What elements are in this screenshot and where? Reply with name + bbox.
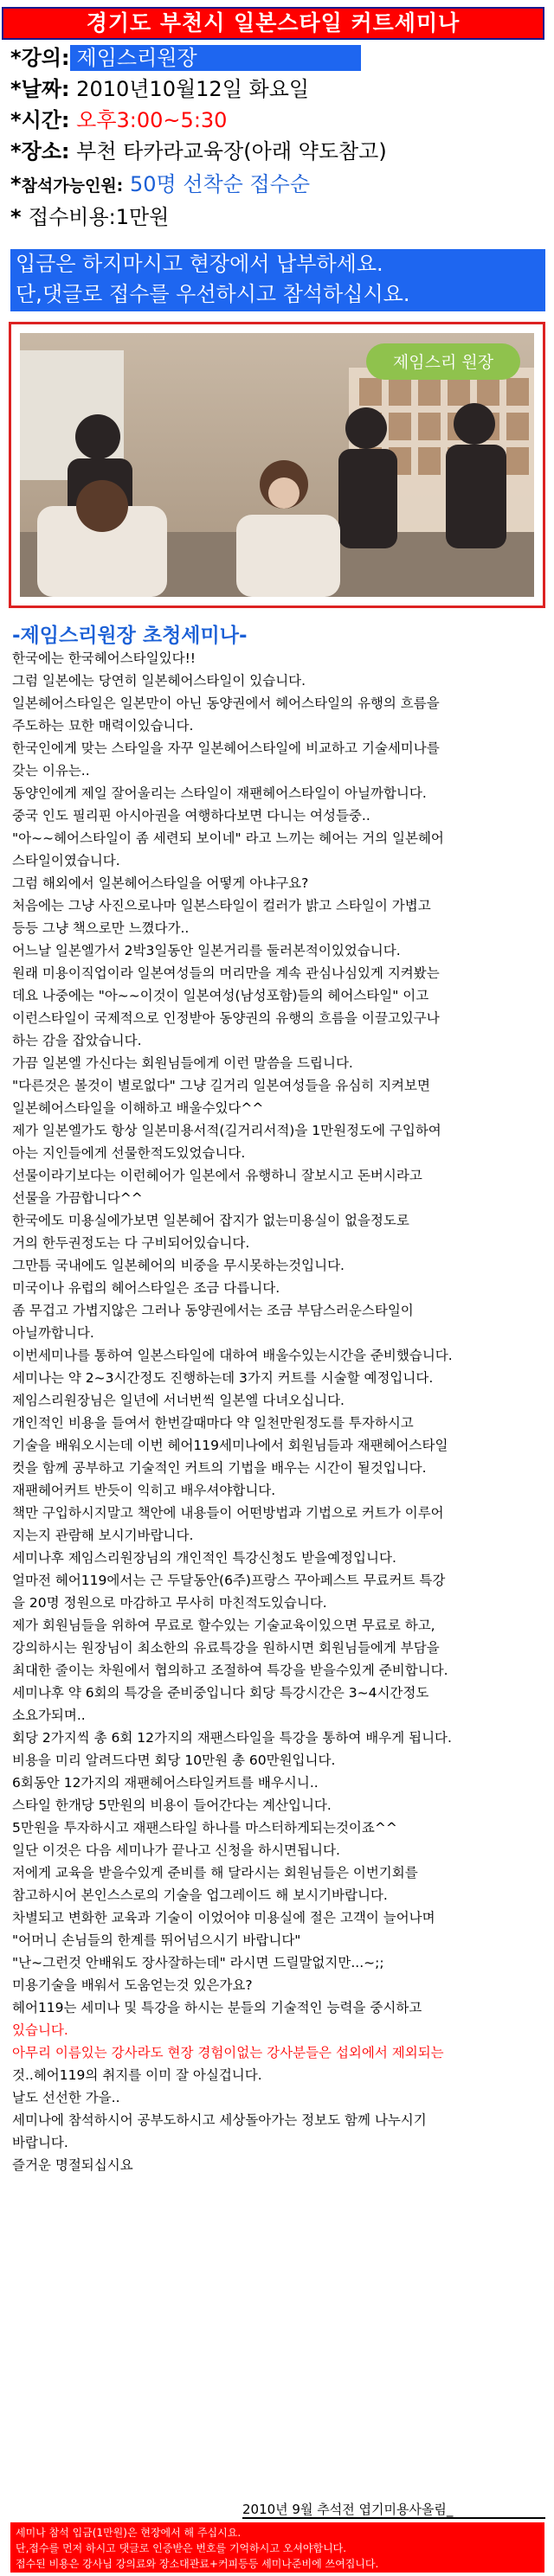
signature: 2010년 9월 추석전 엽기미용사올림_	[242, 2502, 454, 2517]
fee-row: * 접수비용:1만원	[10, 205, 170, 229]
body-line: 지는지 관람해 보시기바랍니다.	[12, 1528, 194, 1543]
body-line: 5만원을 투자하시고 재팬스타일 하나를 마스터하게되는것이죠^^	[12, 1820, 397, 1836]
body-line: 한국에는 한국헤어스타일있다!!	[12, 650, 196, 666]
body-line: 아는 지인들에게 선물한적도있었습니다.	[12, 1145, 246, 1161]
time-value: 오후3:00~5:30	[76, 108, 228, 132]
page-title: 경기도 부천시 일본스타일 커트세미나	[2, 7, 544, 40]
body-line: 선물을 가끔합니다^^	[12, 1190, 143, 1206]
body-line: "난~그런것 안배워도 장사잘하는데" 라시면 드릴말없지만...~;;	[12, 1955, 384, 1970]
body-line: 중국 인도 필리핀 아시아권을 여행하다보면 다니는 여성들중..	[12, 808, 370, 823]
body-line: 이번세미나를 통하여 일본스타일에 대하여 배울수있는시간을 준비했습니다.	[12, 1348, 453, 1363]
body-line: 바랍니다.	[12, 2135, 68, 2150]
body-line: 하는 감을 잡았습니다.	[12, 1033, 142, 1048]
body-line: 동양인에게 제일 잘어울리는 스타일이 재팬헤어스타일이 아닐까합니다.	[12, 785, 427, 801]
body-line: 강의하시는 원장님이 최소한의 유료특강을 원하시면 회원님들에게 부담을	[12, 1640, 440, 1656]
body-line: 세미나는 약 2~3시간정도 진행하는데 3가지 커트를 시술할 예정입니다.	[12, 1370, 434, 1386]
body-line: 세미나후 제임스리원장님의 개인적인 특강신청도 받을예정입니다.	[12, 1550, 396, 1566]
time-label: 시간:	[21, 108, 70, 132]
lecture-value: 제임스리원장	[70, 45, 361, 71]
footer-line-1: 세미나 참석 입금(1만원)은 현장에서 해 주십시요.	[16, 2527, 242, 2539]
footer-notice	[10, 2522, 544, 2573]
body-line: 어느날 일본엘가서 2박3일동안 일본거리를 둘러본적이있었습니다.	[12, 943, 401, 958]
notice-box	[10, 249, 545, 311]
body-line: 재팬헤어커트 반듯이 익히고 배우셔야합니다.	[12, 1483, 276, 1498]
body-line: 참고하시어 본인스스로의 기술을 업그레이드 해 보시기바랍니다.	[12, 1887, 388, 1903]
body-line: 차별되고 변화한 교육과 기술이 이었어야 미용실에 절은 고객이 늘어나며	[12, 1910, 435, 1926]
body-line: "다른것은 볼것이 별로없다" 그냥 길거리 일본여성들을 유심히 지켜보면	[12, 1078, 430, 1093]
capacity-row: *참석가능인원: 50명 선착순 접수순	[10, 172, 311, 196]
body-line: "아~~헤어스타일이 좀 세련되 보이네" 라고 느끼는 헤어는 거의 일본헤어	[12, 830, 444, 846]
body-line: 세미나에 참석하시어 공부도하시고 세상돌아가는 정보도 함께 나누시기	[12, 2112, 427, 2128]
body-line: 데요 나중에는 "아~~이것이 일본여성(남성포함)들의 헤어스타일" 이고	[12, 988, 429, 1003]
body-line: 제임스리원장님은 일년에 서너번씩 일본엘 다녀오십니다.	[12, 1393, 345, 1408]
footer-line-2: 단,접수를 먼저 하시고 댓글로 인증받은 번호를 기억하시고 오셔야합니다.	[16, 2542, 347, 2554]
body-line: 기술을 배워오시는데 이번 헤어119세미나에서 회원님들과 재팬헤어스타일	[12, 1438, 448, 1453]
body-line: 컷을 함께 공부하고 기술적인 커트의 기법을 배우는 시간이 될것입니다.	[12, 1460, 427, 1476]
notice-line-2: 단,댓글로 접수를 우선하시고 참석하십시요.	[16, 282, 410, 306]
body-line: 등등 그냥 책으로만 느꼈다가..	[12, 920, 190, 936]
body-line: 한국인에게 맞는 스타일을 자꾸 일본헤어스타일에 비교하고 기술세미나를	[12, 740, 440, 756]
body-line: 선물이라기보다는 이런헤어가 일본에서 유행하니 잘보시고 돈버시라고	[12, 1168, 422, 1183]
body-line: 있습니다.	[12, 2022, 68, 2038]
article-body	[12, 647, 545, 2176]
body-line: 그만틈 국내에도 일본헤어의 비중을 무시못하는것입니다.	[12, 1258, 345, 1273]
body-line: 미국이나 유럽의 헤어스타일은 조금 다릅니다.	[12, 1280, 280, 1296]
body-line: 제가 일본엘가도 항상 일본미용서적(길거리서적)을 1만원정도에 구입하여	[12, 1123, 441, 1138]
body-line: 개인적인 비용을 들여서 한번갈때마다 약 일천만원정도를 투자하시고	[12, 1415, 414, 1431]
body-line: 원래 미용이직업이라 일본여성들의 머리만을 계속 관심나심있게 지켜봤는	[12, 965, 440, 981]
place-label: 장소:	[21, 139, 70, 163]
body-line: 날도 선선한 가을..	[12, 2090, 120, 2105]
body-line: 회당 2가지씩 총 6회 12가지의 재팬스타일을 특강을 통하여 배우게 됩니다.	[12, 1730, 452, 1746]
fee-text: 접수비용:1만원	[28, 205, 170, 229]
body-line: 제가 회원님들을 위하여 무료로 할수있는 기술교육이있으면 무료로 하고,	[12, 1618, 435, 1633]
body-line: 아무리 이름있는 강사라도 현장 경험이없는 강사분들은 섭외에서 제외되는	[12, 2045, 444, 2060]
body-line: 일본헤어스타일을 이해하고 배울수있다^^	[12, 1100, 264, 1116]
section-title: -제임스리원장 초청세미나-	[12, 625, 248, 647]
capacity-value: 50명 선착순 접수순	[129, 172, 311, 196]
body-line: 일본헤어스타일은 일본만이 아닌 동양권에서 헤어스타일의 유행의 흐름을	[12, 695, 440, 711]
body-line: 책만 구입하시지말고 책안에 내용들이 어떤방법과 기법으로 커트가 이루어	[12, 1505, 444, 1521]
place-row: *장소: 부천 타카라교육장(아래 약도참고)	[10, 139, 387, 163]
body-line: 최대한 줄이는 차원에서 협의하고 조절하여 특강을 받을수있게 준비합니다.	[12, 1663, 448, 1678]
body-line: 스타일이였습니다.	[12, 853, 120, 868]
body-line: 가끔 일본엘 가신다는 회원님들에게 이런 말씀을 드립니다.	[12, 1055, 353, 1071]
lecture-label: 강의:	[21, 46, 70, 70]
footer-line-3: 접수된 비용은 강사님 강의료와 장소대관료+커피등등 세미나준비에 쓰여집니다.	[16, 2558, 379, 2570]
date-value: 2010년10월12일 화요일	[76, 77, 310, 101]
seminar-photo-image	[20, 333, 534, 597]
signature-underline	[242, 2517, 545, 2519]
body-line: 미용기술을 배워서 도움얻는것 있은가요?	[12, 1977, 253, 1993]
date-label: 날짜:	[21, 77, 70, 101]
body-line: 비용을 미리 알려드다면 회당 10만원 총 60만원입니다.	[12, 1753, 336, 1768]
body-line: 아닐까합니다.	[12, 1325, 94, 1341]
body-line: 것..헤어119의 취지를 이미 잘 아실겁니다.	[12, 2067, 262, 2083]
body-line: 좀 무겁고 가볍지않은 그러나 동양권에서는 조금 부담스러운스타일이	[12, 1303, 414, 1318]
body-line: 을 20명 정원으로 마감하고 무사히 마친적도있습니다.	[12, 1595, 327, 1611]
place-value: 부천 타카라교육장(아래 약도참고)	[76, 139, 387, 163]
body-line: 갖는 이유는..	[12, 763, 90, 779]
body-line: "어머니 손님들의 한계를 뛰어넘으시기 바랍니다"	[12, 1932, 301, 1948]
seminar-photo	[9, 322, 545, 608]
body-line: 주도하는 묘한 매력이있습니다.	[12, 718, 194, 734]
body-line: 일단 이것은 다음 세미나가 끝나고 신청을 하시면됩니다.	[12, 1842, 340, 1858]
body-line: 헤어119는 세미나 및 특강을 하시는 분들의 기술적인 능력을 중시하고	[12, 2000, 422, 2015]
lecture-row: *강의: 제임스리원장	[10, 45, 361, 71]
body-line: 처음에는 그냥 사진으로나마 일본스타일이 컬러가 밝고 스타일이 가볍고	[12, 898, 431, 913]
body-line: 한국에도 미용실에가보면 일본헤어 잡지가 없는미용실이 없을정도로	[12, 1213, 409, 1228]
body-line: 소요가되며..	[12, 1708, 86, 1723]
notice-line-1: 입금은 하지마시고 현장에서 납부하세요.	[16, 252, 383, 276]
body-line: 그럼 일본에는 당연히 일본헤어스타일이 있습니다.	[12, 673, 306, 689]
body-line: 세미나후 약 6회의 특강을 준비중입니다 회당 특강시간은 3~4시간정도	[12, 1685, 429, 1701]
body-line: 이런스타일이 국제적으로 인정받아 동양권의 유행의 흐름을 이끌고있구나	[12, 1010, 440, 1026]
photo-caption: 제임스리 원장	[392, 353, 494, 372]
body-line: 스타일 한개당 5만원의 비용이 들어간다는 계산입니다.	[12, 1797, 332, 1813]
body-line: 즐거운 명절되십시요	[12, 2157, 133, 2173]
time-row: *시간: 오후3:00~5:30	[10, 108, 228, 132]
capacity-label: 참석가능인원:	[21, 176, 124, 195]
body-line: 거의 한두권정도는 다 구비되어있습니다.	[12, 1235, 250, 1251]
date-row: *날짜: 2010년10월12일 화요일	[10, 77, 310, 101]
body-line: 저에게 교육을 받을수있게 준비를 해 달라시는 회원님들은 이번기회를	[12, 1865, 418, 1881]
body-line: 얼마전 헤어119에서는 근 두달동안(6주)프랑스 꾸아페스트 무료커트 특강	[12, 1573, 446, 1588]
body-line: 그럼 해외에서 일본헤어스타일을 어떻게 아냐구요?	[12, 875, 309, 891]
body-line: 6회동안 12가지의 재팬헤어스타일커트를 배우시니..	[12, 1775, 319, 1791]
